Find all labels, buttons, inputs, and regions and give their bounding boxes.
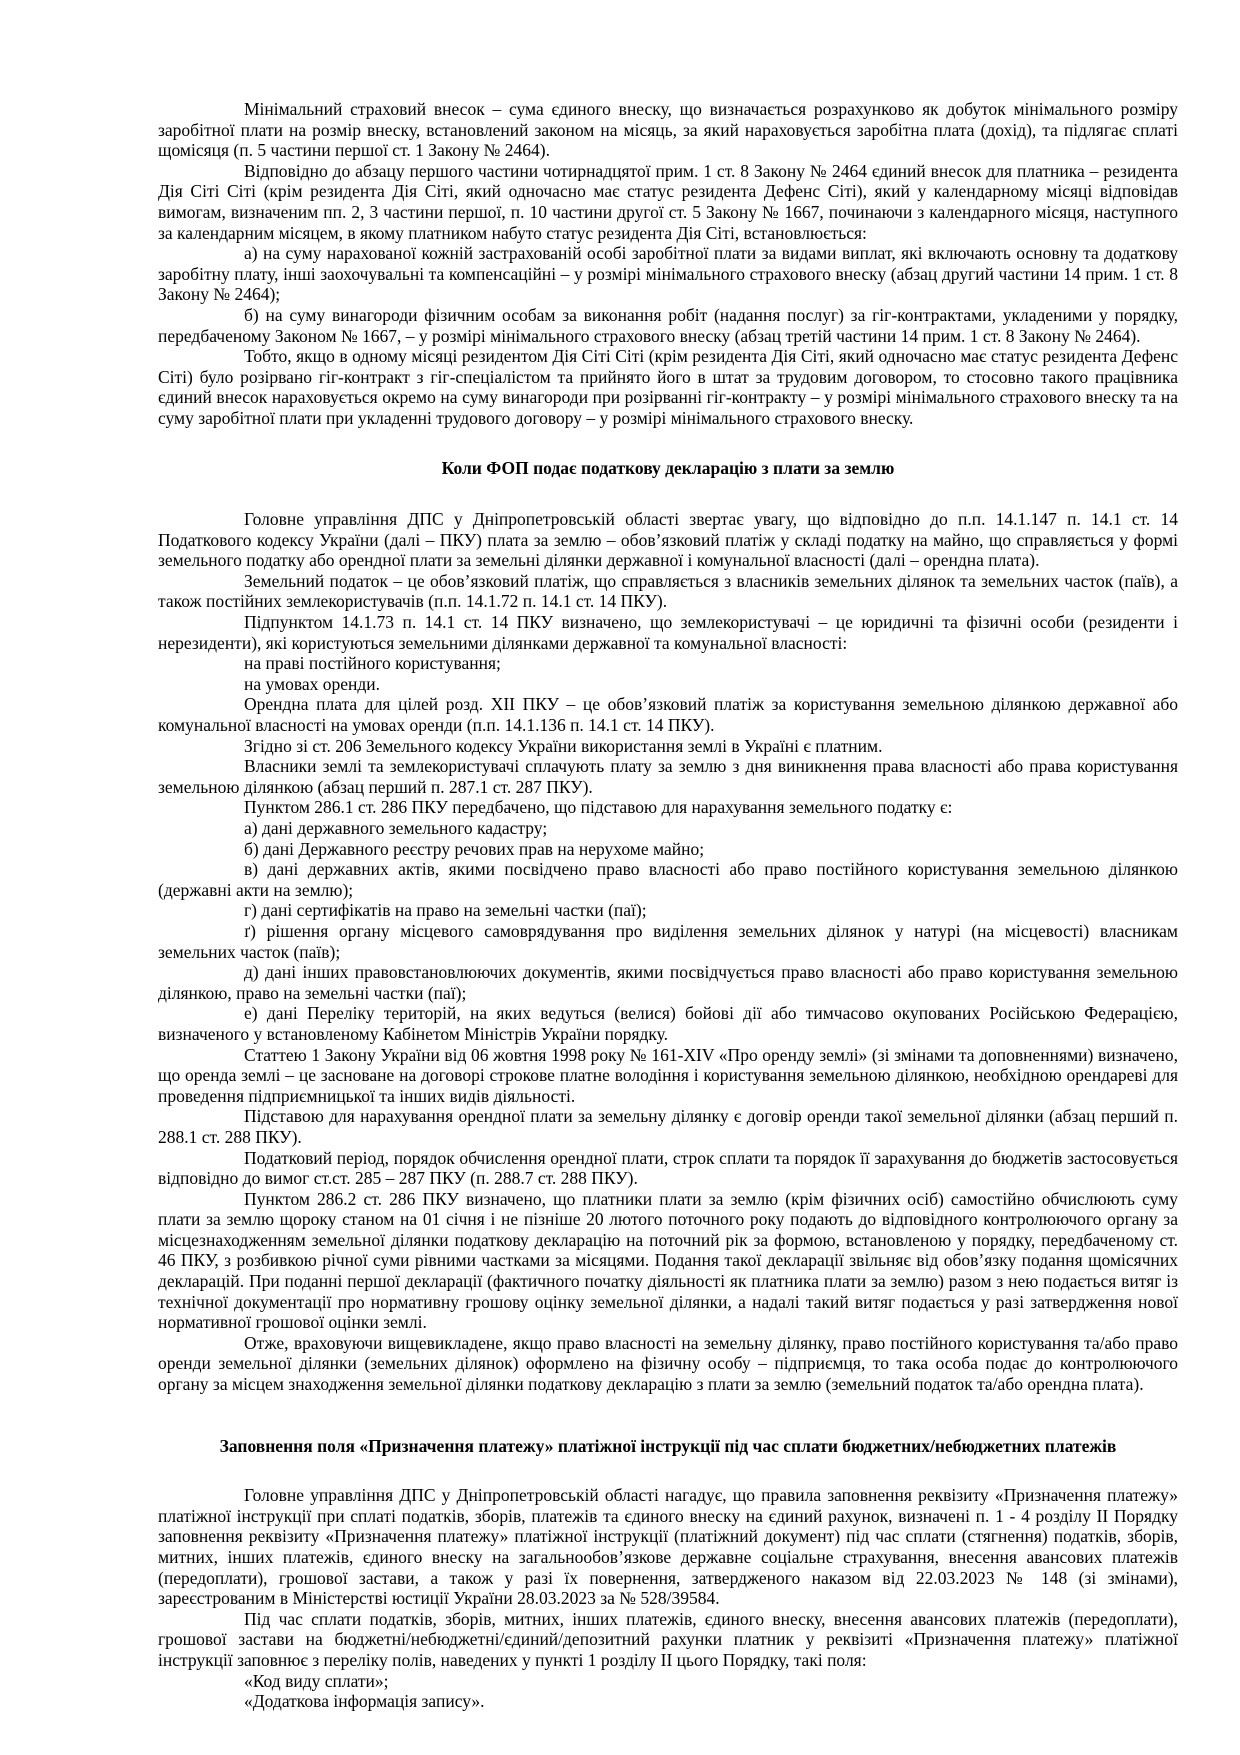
paragraph: Підпунктом 14.1.73 п. 14.1 ст. 14 ПКУ визначено, що землекористувачі – це юридичні та фізичні особи (резиденти і нерезиденти), які користуються земельними ділянками державної та комунальної власності: [158, 612, 1178, 653]
paragraph-list-item: «Додаткова інформація запису». [244, 1691, 485, 1712]
paragraph: Отже, враховуючи вищевикладене, якщо право власності на земельну ділянку, право постійного користування та/або право оренди земельної ділянки (земельних ділянок) оформлено на фізичну особу – підприємця, то така особа подає до контролюючого органу за місцем знаходження земельної ділянки податкову декларацію з плати за землю (земельний податок та/або орендна плата). [158, 1332, 1178, 1395]
paragraph: Під час сплати податків, зборів, митних, інших платежів, єдиного внеску, внесення авансових платежів (передоплати), грошової застави на бюджетні/небюджетні/єдиний/депозитний рахунки платник у реквізиті «Призначення платежу» платіжної інструкції заповнює з переліку полів, наведених у пункті 1 розділу II цього Порядку, такі поля: [158, 1608, 1178, 1670]
paragraph: Головне управління ДПС у Дніпропетровській області звертає увагу, що відповідно до п.п. 14.1.147 п. 14.1 ст. 14 Податкового кодексу України (далі – ПКУ) плата за землю – обов’язковий платіж у складі податку на майно, що справляється у формі земельного податку або орендної плати за земельні ділянки державної і комунальної власності (далі – орендна плата). [158, 509, 1178, 571]
heading-payment-purpose: Заповнення поля «Призначення платежу» платіжної інструкції під час сплати бюджетних/небюджетних платежів [219, 1435, 1117, 1456]
section-payment-purpose [158, 1436, 1178, 1712]
section-land-tax-declaration [158, 458, 1178, 1395]
paragraph: Тобто, якщо в одному місяці резидентом Дія Сіті Сіті (крім резидента Дія Сіті, який одночасно має статус резидента Дефенс Сіті) було розірвано гіг-контракт з гіг-спеціалістом та прийнято його в штат за трудовим договором, то стосовно такого працівника єдиний внесок нараховується окремо на суму винагороди при розірванні гіг-контракту – у розмірі мінімального страхового внеску та на суму заробітної плати при укладенні трудового договору – у розмірі мінімального страхового внеску. [158, 346, 1178, 428]
document-body [158, 99, 1178, 1712]
paragraph-list-item-h: г) дані сертифікатів на право на земельні частки (паї); [244, 900, 647, 921]
paragraph-list-item-g: ґ) рішення органу місцевого самоврядування про виділення земельних ділянок у натурі (на місцевості) власникам земельних часток (паїв); [158, 920, 1178, 962]
paragraph-list-item: «Код виду сплати»; [244, 1670, 389, 1691]
paragraph-list-item-a: а) дані державного земельного кадастру; [244, 818, 548, 838]
paragraph: Статтею 1 Закону України від 06 жовтня 1998 року № 161-XIV «Про оренду землі» (зі змінами та доповненнями) визначено, що оренда землі – це засноване на договорі строкове платне володіння і користування земельною ділянкою, необхідною орендареві для проведення підприємницької та інших видів діяльності. [158, 1044, 1178, 1106]
paragraph: Пунктом 286.1 ст. 286 ПКУ передбачено, що підставою для нарахування земельного податку є: [244, 797, 953, 818]
paragraph-list-item-b: б) дані Державного реєстру речових прав на нерухоме майно; [244, 838, 705, 859]
paragraph-list-item-e: е) дані Переліку територій, на яких ведуться (велися) бойові дії або тимчасово окупованих Російською Федерацією, визначеного у встановленому Кабінетом Міністрів України порядку. [158, 1003, 1178, 1044]
paragraph-list-item-b: б) на суму винагороди фізичним особам за виконання робіт (надання послуг) за гіг-контрактами, укладеними у порядку, передбаченому Законом № 1667, – у розмірі мінімального страхового внеску (абзац третій частини 14 прим. 1 ст. 8 Закону № 2464). [158, 304, 1178, 346]
paragraph: Податковий період, порядок обчислення орендної плати, строк сплати та порядок її зарахування до бюджетів застосовується відповідно до вимог ст.ст. 285 – 287 ПКУ (п. 288.7 ст. 288 ПКУ). [158, 1147, 1178, 1189]
paragraph: Мінімальний страховий внесок – сума єдиного внеску, що визначається розрахунково як добуток мінімального розміру заробітної плати на розмір внеску, встановлений законом на місяць, за який нараховується заробітна плата (дохід), та підлягає сплаті щомісяця (п. 5 частини першої ст. 1 Закону № 2464). [158, 99, 1178, 161]
paragraph: Пунктом 286.2 ст. 286 ПКУ визначено, що платники плати за землю (крім фізичних осіб) самостійно обчислюють суму плати за землю щороку станом на 01 січня і не пізніше 20 лютого поточного року подають до відповідного контролюючого органу за місцезнаходженням земельної ділянки податкову декларацію на поточний рік за формою, встановленою у порядку, передбаченому ст. 46 ПКУ, з розбивкою річної суми рівними частками за місяцями. Подання такої декларації звільняє від обов’язку подання щомісячних декларацій. При поданні першої декларації (фактичного початку діяльності як платника плати за землю) разом з нею подається витяг із технічної документації про нормативну грошову оцінку земельної ділянки, а надалі такий витяг подається у разі затвердження нової нормативної грошової оцінки землі. [158, 1188, 1178, 1333]
paragraph: Підставою для нарахування орендної плати за земельну ділянку є договір оренди такої земельної ділянки (абзац перший п. 288.1 ст. 288 ПКУ). [158, 1106, 1178, 1147]
paragraph-list-item: на умовах оренди. [244, 673, 381, 694]
paragraph: Власники землі та землекористувачі сплачують плату за землю з дня виникнення права власності або права користування земельною ділянкою (абзац перший п. 287.1 ст. 287 ПКУ). [158, 756, 1178, 797]
paragraph-list-item-v: в) дані державних актів, якими посвідчено право власності або право постійного користування земельною ділянкою (державні акти на землю); [158, 859, 1178, 900]
heading-land-tax-declaration: Коли ФОП подає податкову декларацію з плати за землю [441, 457, 895, 478]
paragraph: Земельний податок – це обов’язковий платіж, що справляється з власників земельних ділянок та земельних часток (паїв), а також постійних землекористувачів (п.п. 14.1.72 п. 14.1 ст. 14 ПКУ). [158, 570, 1178, 612]
paragraph: Згідно зі ст. 206 Земельного кодексу України використання землі в Україні є платним. [244, 735, 883, 756]
paragraph-list-item: на праві постійного користування; [244, 653, 501, 674]
paragraph: Орендна плата для цілей розд. XII ПКУ – це обов’язковий платіж за користування земельною ділянкою державної або комунальної власності на умовах оренди (п.п. 14.1.136 п. 14.1 ст. 14 ПКУ). [158, 694, 1178, 736]
paragraph: Головне управління ДПС у Дніпропетровській області нагадує, що правила заповнення реквізиту «Призначення платежу» платіжної інструкції при сплаті податків, зборів, платежів та єдиного внеску на єдиний рахунок, визначені п. 1 - 4 розділу II Порядку заповнення реквізиту «Призначення платежу» платіжної інструкції (платіжний документ) під час сплати (стягнення) податків, зборів, митних, інших платежів, єдиного внеску на загальнообов’язкове державне соціальне страхування, внесення авансових платежів (передоплати), грошової застави, а також у разі їх повернення, затвердженого наказом від 22.03.2023 № 148 (зі змінами), зареєстрованим в Міністерстві юстиції України 28.03.2023 за № 528/39584. [158, 1485, 1178, 1609]
paragraph-list-item-a: а) на суму нарахованої кожній застрахованій особі заробітної плати за видами виплат, які включають основну та додаткову заробітну плату, інші заохочувальні та компенсаційні – у розмірі мінімального страхового внеску (абзац другий частини 14 прим. 1 ст. 8 Закону № 2464); [158, 243, 1178, 305]
section-single-contribution [158, 99, 1178, 429]
paragraph-list-item-d: д) дані інших правовстановлюючих документів, якими посвідчується право власності або право користування земельною ділянкою, право на земельні частки (паї); [158, 962, 1178, 1003]
paragraph: Відповідно до абзацу першого частини чотирнадцятої прим. 1 ст. 8 Закону № 2464 єдиний внесок для платника – резидента Дія Сіті Сіті (крім резидента Дія Сіті, який одночасно має статус резидента Дефенс Сіті), який у календарному місяці відповідав вимогам, визначеним пп. 2, 3 частини першої, п. 10 частини другої ст. 5 Закону № 1667, починаючи з календарного місяця, наступного за календарним місяцем, в якому платником набуто статус резидента Дія Сіті, встановлюється: [158, 160, 1178, 243]
